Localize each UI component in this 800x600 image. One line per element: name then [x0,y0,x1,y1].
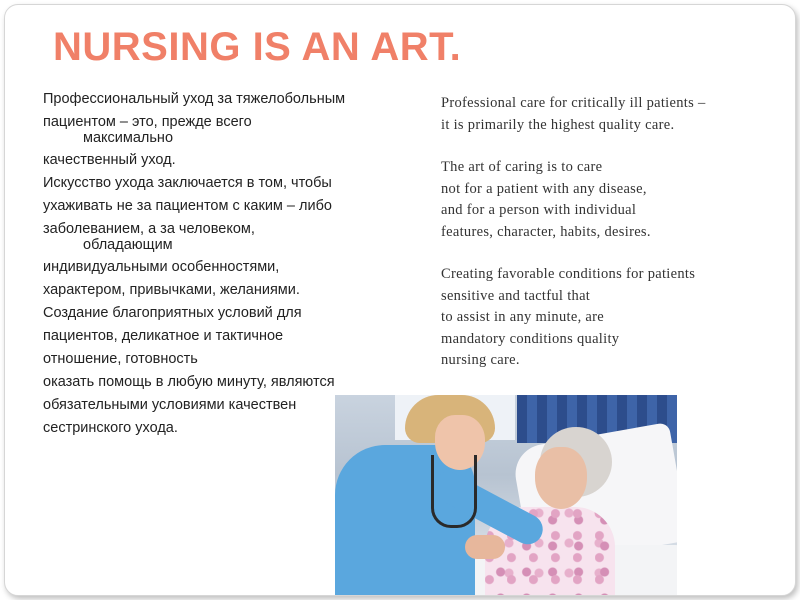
russian-line-text: сестринского ухода. [43,420,178,436]
russian-line-text: обязательными условиями качествен [43,397,297,413]
slide-title: NURSING IS AN ART. [53,25,462,69]
russian-line-continuation: максимально [83,130,174,146]
russian-line-text: заболеванием, а за человеком, [43,221,255,237]
russian-text-line [43,259,423,276]
english-paragraph [441,264,781,372]
english-text-line: not for a patient with any disease, [441,180,647,197]
russian-text-line [43,152,423,169]
slide [4,4,796,596]
english-text-line: sensitive and tactful that [441,287,591,304]
russian-line-text: качественный уход. [43,152,176,168]
russian-text-line [43,282,423,299]
english-text-line: mandatory conditions quality [441,330,620,347]
russian-line-text: отношение, готовность [43,351,198,367]
nurse-patient-photo [335,395,677,595]
russian-text-line [43,91,423,108]
english-text-line: The art of caring is to care [441,159,603,175]
russian-text-block [43,91,423,443]
russian-line-continuation: обладающим [83,237,173,253]
russian-line-text: оказать помощь в любую минуту, являются [43,374,335,390]
english-text-line: features, character, habits, desires. [441,223,651,240]
english-text-block [441,93,781,393]
patient-face [535,447,587,509]
english-paragraph [441,93,781,136]
russian-text-line [43,328,423,345]
russian-text-line [43,175,423,192]
russian-text-line [43,114,423,146]
nurse-hand [465,535,505,559]
russian-line-text: пациентов, деликатное и тактичное [43,328,284,344]
russian-line-text: характером, привычками, желаниями. [43,282,300,298]
russian-line-text: Искусство ухода заключается в том, чтобы [43,175,332,191]
russian-line-text: индивидуальными особенностями, [43,259,280,275]
russian-text-line [43,351,423,368]
russian-text-line [43,198,423,215]
russian-text-line [43,374,423,391]
stethoscope-icon [431,455,477,528]
russian-line-text: пациентом – это, прежде всего [43,114,252,130]
english-text-line: to assist in any minute, are [441,309,605,325]
english-paragraph [441,157,781,243]
english-text-line: Professional care for critically ill patients – [441,95,706,111]
english-text-line: it is primarily the highest quality care. [441,116,675,133]
english-text-line: and for a person with individual [441,202,637,218]
russian-line-text: ухаживать не за пациентом с каким – либо [43,198,332,214]
russian-line-text: Профессиональный уход за тяжелобольным [43,91,346,107]
russian-text-line [43,221,423,253]
english-text-line: Creating favorable conditions for patients [441,266,696,282]
russian-line-text: Создание благоприятных условий для [43,305,302,321]
russian-text-line [43,305,423,322]
english-text-line: nursing care. [441,352,520,368]
